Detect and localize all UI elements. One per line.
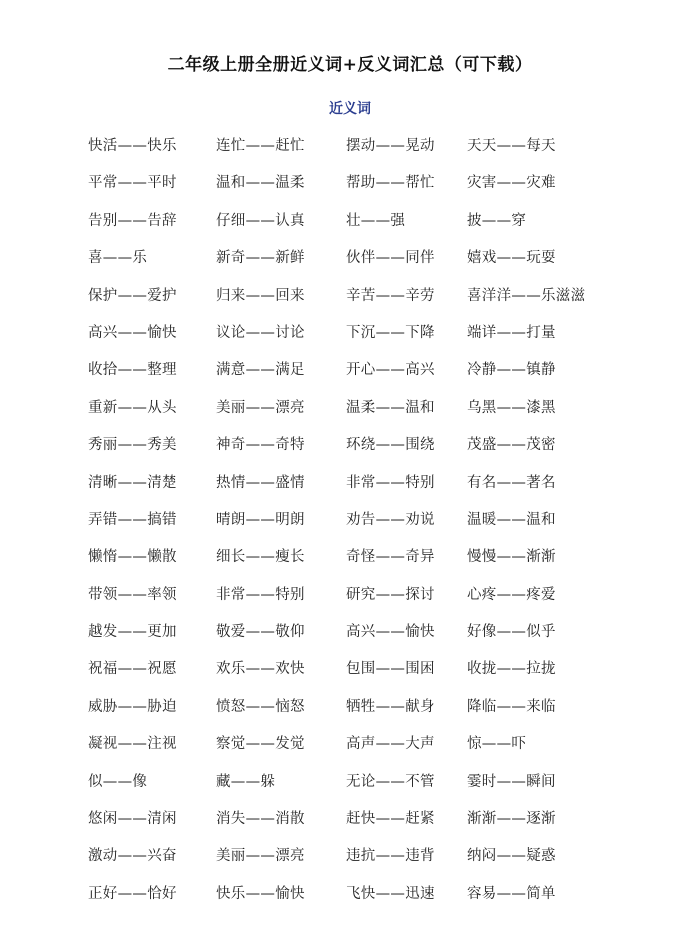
synonym-pair: 好像——似乎 [467,624,556,641]
synonym-row [88,622,688,659]
synonym-pair: 天天——每天 [467,138,556,154]
synonym-row [88,435,688,472]
synonym-pair: 纳闷——疑惑 [467,848,556,865]
synonym-pair: 无论——不管 [346,773,435,790]
synonym-pair: 晴朗——明朗 [216,511,305,528]
synonym-pair: 凝视——注视 [88,736,177,753]
synonym-pair: 劝告——劝说 [346,511,435,528]
synonym-row [88,398,688,435]
synonym-pair: 牺牲——献身 [346,698,435,715]
synonym-pair: 议论——讨论 [216,324,305,341]
synonym-pair: 温和——温柔 [216,175,305,192]
synonym-pair: 帮助——帮忙 [346,175,435,192]
synonym-pair: 满意——满足 [216,362,305,379]
synonym-pair: 奇怪——奇异 [346,549,435,566]
synonym-pair: 热情——盛情 [216,474,305,491]
synonym-pair: 清晰——清楚 [88,474,177,491]
synonym-pair: 喜洋洋——乐滋滋 [467,287,586,304]
synonym-row [88,772,688,809]
synonym-pair: 包围——围困 [346,661,435,678]
synonym-pair: 灾害——灾难 [467,175,556,192]
synonym-pair: 愤怒——恼怒 [216,698,305,715]
synonym-pair: 越发——更加 [88,624,177,641]
synonym-pair: 霎时——瞬间 [467,773,556,790]
synonym-pair: 惊——吓 [467,736,527,753]
synonym-pair: 正好——恰好 [88,885,177,902]
synonym-pair: 收拢——拉拢 [467,661,556,678]
synonym-pair: 快活——快乐 [88,138,177,154]
synonym-pair: 伙伴——同伴 [346,250,435,267]
synonym-row [88,136,688,173]
synonym-pair: 非常——特别 [346,474,435,491]
synonym-grid [88,136,688,921]
synonym-pair: 容易——简单 [467,885,556,902]
synonym-pair: 渐渐——逐渐 [467,811,556,828]
synonym-pair: 乌黑——漆黑 [467,399,556,416]
synonym-pair: 告别——告辞 [88,212,177,229]
synonym-pair: 高声——大声 [346,736,435,753]
synonym-row [88,809,688,846]
synonym-pair: 细长——瘦长 [216,549,305,566]
synonym-pair: 归来——回来 [216,287,305,304]
synonym-pair: 茂盛——茂密 [467,437,556,454]
synonym-row [88,248,688,285]
synonym-pair: 仔细——认真 [216,212,305,229]
synonym-row [88,697,688,734]
synonym-pair: 壮——强 [346,212,406,229]
synonym-pair: 端详——打量 [467,324,556,341]
synonym-pair: 摆动——晃动 [346,138,435,154]
synonym-pair: 保护——爱护 [88,287,177,304]
synonym-pair: 披——穿 [467,212,527,229]
synonym-pair: 似——像 [88,773,148,790]
synonym-pair: 高兴——愉快 [88,324,177,341]
page-title: 二年级上册全册近义词+反义词汇总（可下载） [167,55,533,75]
synonym-pair: 藏——躲 [216,773,276,790]
synonym-pair: 神奇——奇特 [216,437,305,454]
synonym-pair: 快乐——愉快 [216,885,305,902]
synonym-pair: 重新——从头 [88,399,177,416]
synonym-row [88,734,688,771]
synonym-row [88,547,688,584]
synonym-pair: 冷静——镇静 [467,362,556,379]
synonym-pair: 喜——乐 [88,250,148,267]
synonym-pair: 威胁——胁迫 [88,698,177,715]
synonym-row [88,211,688,248]
synonym-pair: 新奇——新鲜 [216,250,305,267]
synonym-pair: 美丽——漂亮 [216,848,305,865]
synonym-pair: 秀丽——秀美 [88,437,177,454]
synonym-row [88,286,688,323]
synonym-pair: 悠闲——清闲 [88,811,177,828]
section-title: 近义词 [329,101,371,117]
synonym-pair: 美丽——漂亮 [216,399,305,416]
synonym-row [88,473,688,510]
synonym-pair: 赶快——赶紧 [346,811,435,828]
synonym-pair: 连忙——赶忙 [216,138,305,154]
synonym-pair: 收拾——整理 [88,362,177,379]
synonym-row [88,323,688,360]
synonym-pair: 环绕——围绕 [346,437,435,454]
synonym-pair: 祝福——祝愿 [88,661,177,678]
synonym-pair: 消失——消散 [216,811,305,828]
synonym-pair: 下沉——下降 [346,324,435,341]
synonym-pair: 平常——平时 [88,175,177,192]
synonym-pair: 研究——探讨 [346,586,435,603]
synonym-pair: 非常——特别 [216,586,305,603]
synonym-pair: 开心——高兴 [346,362,435,379]
synonym-pair: 降临——来临 [467,698,556,715]
synonym-pair: 慢慢——渐渐 [467,549,556,566]
synonym-pair: 弄错——搞错 [88,511,177,528]
synonym-row [88,360,688,397]
synonym-row [88,510,688,547]
synonym-row [88,846,688,883]
synonym-pair: 察觉——发觉 [216,736,305,753]
synonym-pair: 心疼——疼爱 [467,586,556,603]
synonym-row [88,173,688,210]
synonym-pair: 激动——兴奋 [88,848,177,865]
synonym-row [88,585,688,622]
synonym-pair: 有名——著名 [467,474,556,491]
synonym-pair: 嬉戏——玩耍 [467,250,556,267]
synonym-row [88,659,688,696]
synonym-pair: 温暖——温和 [467,511,556,528]
synonym-pair: 飞快——迅速 [346,885,435,902]
synonym-pair: 违抗——违背 [346,848,435,865]
synonym-pair: 懒惰——懒散 [88,549,177,566]
synonym-pair: 温柔——温和 [346,399,435,416]
synonym-pair: 欢乐——欢快 [216,661,305,678]
synonym-pair: 高兴——愉快 [346,624,435,641]
synonym-pair: 带领——率领 [88,586,177,603]
synonym-pair: 辛苦——辛劳 [346,287,435,304]
synonym-pair: 敬爱——敬仰 [216,624,305,641]
synonym-row [88,884,688,921]
